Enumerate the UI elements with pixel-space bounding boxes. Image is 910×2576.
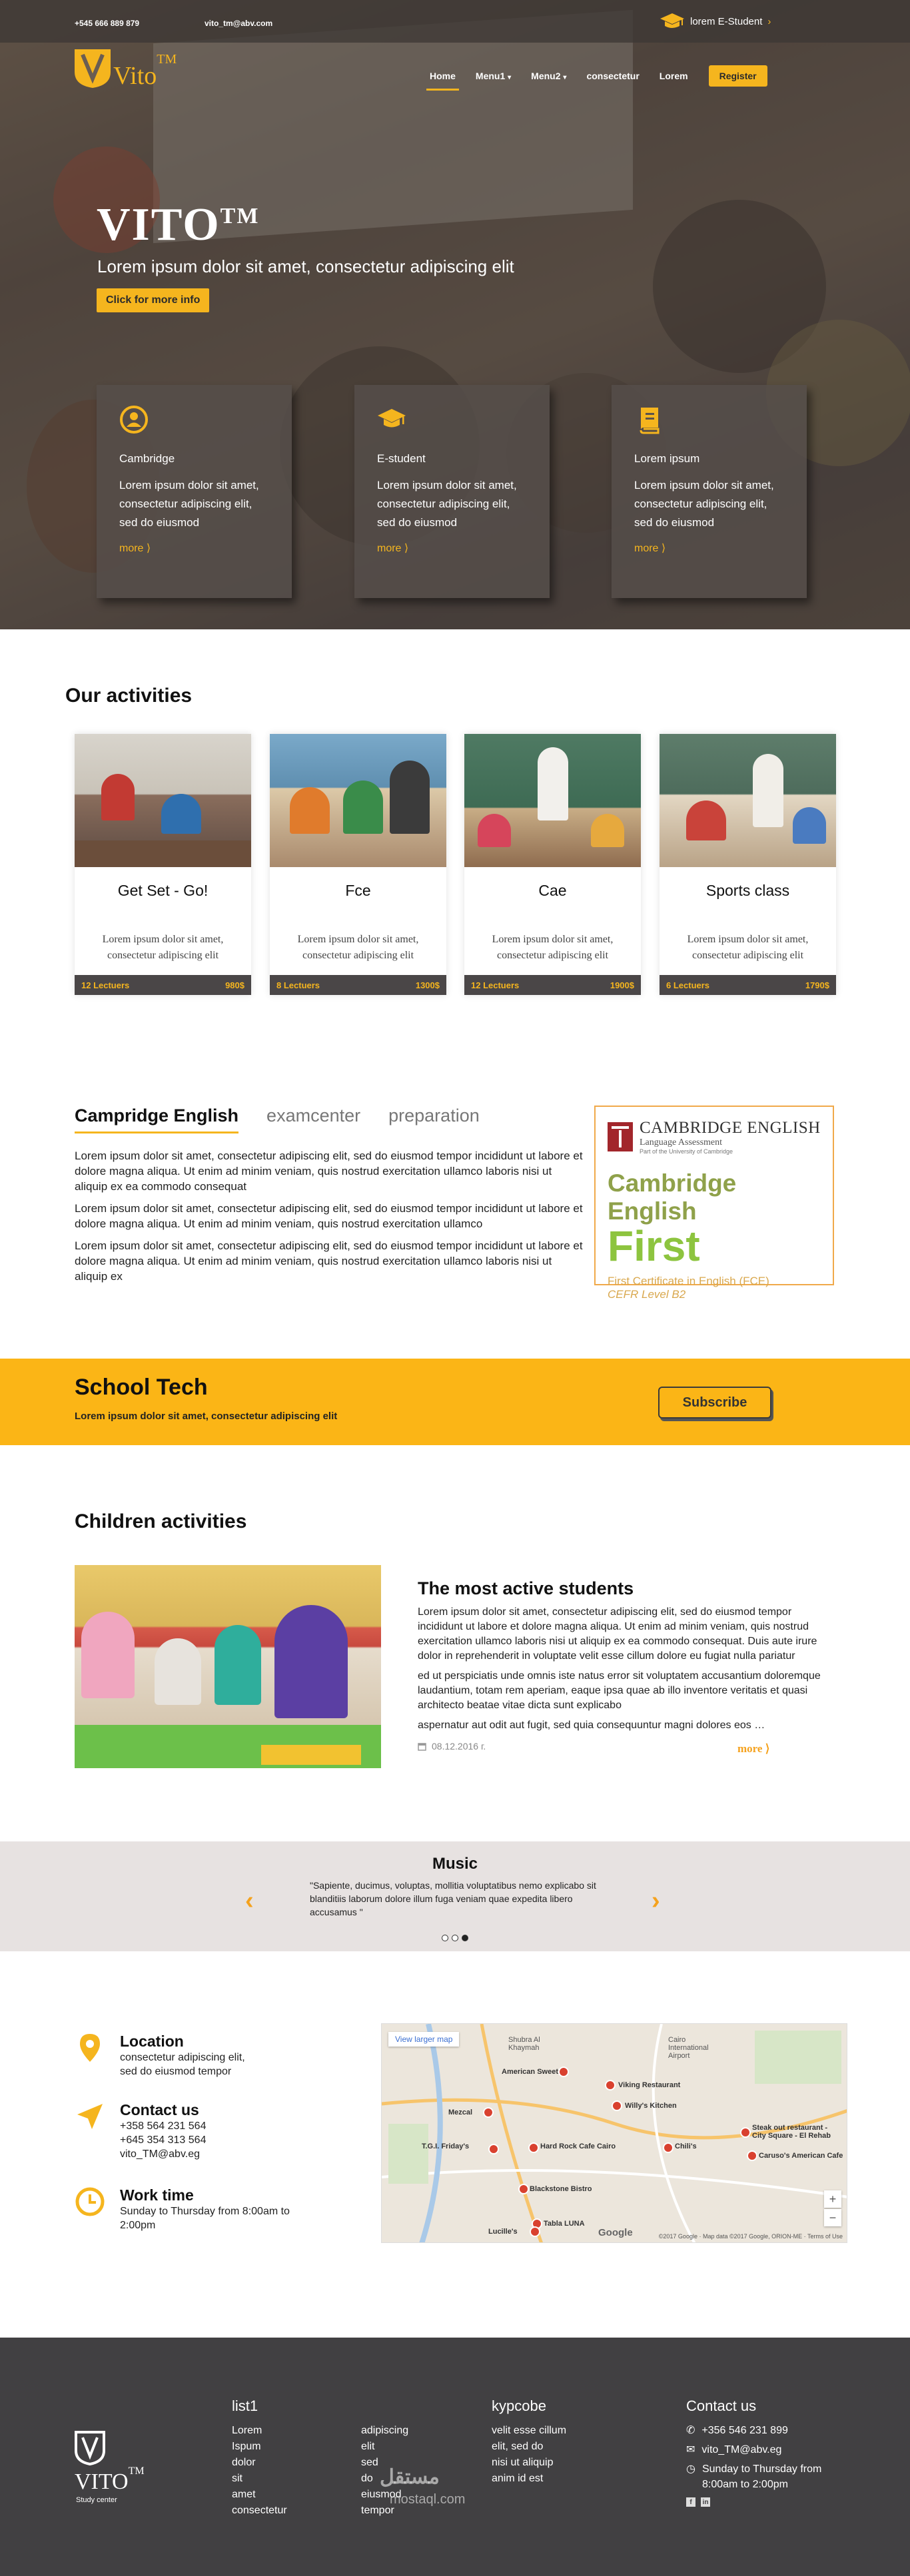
nav-menu1[interactable]: Menu1 ▾ [475, 71, 512, 81]
activity-lectures: 12 Lectuers [471, 980, 520, 990]
shield-logo-icon [73, 48, 112, 89]
worktime-block [75, 2186, 290, 2232]
logo-tm: TM [157, 52, 177, 67]
activity-footer [270, 975, 446, 995]
activity-photo [660, 734, 836, 867]
worktime-line: Sunday to Thursday from 8:00am to [120, 2206, 290, 2217]
hero-card-title: Cambridge [119, 452, 175, 465]
user-icon [119, 405, 149, 434]
hero-title: VITO™ [97, 199, 260, 250]
hero-card-more-link[interactable]: more ⟩ [377, 543, 409, 554]
subscribe-button[interactable]: Subscribe [658, 1387, 771, 1419]
tab-preparation[interactable]: preparation [388, 1106, 480, 1126]
activity-footer [75, 975, 251, 995]
footer-col-title: kypcobe [492, 2398, 546, 2414]
cambridge-crest-icon [608, 1122, 633, 1151]
footer-link[interactable]: elit, sed do [492, 2441, 544, 2452]
location-title: Location [120, 2033, 184, 2050]
hero-subtitle: Lorem ipsum dolor sit amet, consectetur adipiscing elit [97, 256, 514, 276]
activity-footer [660, 975, 836, 995]
band-subtitle: Lorem ipsum dolor sit amet, consectetur adipiscing elit [75, 1411, 338, 1422]
tab-paragraph: Lorem ipsum dolor sit amet, consectetur adipiscing elit, sed do eiusmod tempor incididunt ut labore et dolore magna aliqua. Ut enim ad minim veniam, quis nostrud exercitation ullamco [75, 1202, 583, 1230]
footer-phone: +356 546 231 899 [701, 2425, 788, 2436]
children-text [418, 1605, 827, 1738]
mail-icon: ✉ [686, 2444, 695, 2455]
footer-email[interactable]: vito_TM@abv.eg [701, 2444, 782, 2455]
hero-card-body: Lorem ipsum dolor sit amet, consectetur adipiscing elit, sed do eiusmod [377, 479, 517, 529]
worktime-line: 2:00pm [120, 2220, 156, 2231]
activity-card[interactable] [270, 734, 446, 995]
activity-photo [270, 734, 446, 867]
contact-phone: +645 354 313 564 [120, 2134, 207, 2146]
cambridge-title: CAMBRIDGE ENGLISH [640, 1119, 821, 1137]
chevron-right-icon: › [767, 15, 771, 27]
testimonial-quote: "Sapiente, ducimus, voluptas, mollitia voluptatibus nemo explicabo sit blanditiis laborum dolore illum fuga veniam quae expedita libero accusamus " [310, 1880, 596, 1917]
worktime-title: Work time [120, 2186, 194, 2204]
activity-desc: Lorem ipsum dolor sit amet, consectetur adipiscing elit [102, 934, 224, 961]
estudent-link[interactable] [660, 12, 771, 31]
footer-logo-text: VITO [75, 2469, 129, 2494]
slider-dot[interactable] [452, 1935, 458, 1941]
activity-photo [464, 734, 641, 867]
footer-link[interactable]: Lorem [232, 2425, 262, 2436]
contact-email[interactable]: vito_TM@abv.eg [120, 2148, 200, 2160]
footer-col-list1 [232, 2398, 287, 2519]
slider-dot[interactable] [442, 1935, 448, 1941]
school-tech-band [0, 1359, 910, 1445]
view-larger-map-link[interactable]: View larger map [388, 2032, 459, 2047]
hero-card-body: Lorem ipsum dolor sit amet, consectetur adipiscing elit, sed do eiusmod [119, 479, 259, 529]
more-info-button[interactable]: Click for more info [97, 288, 209, 312]
watermark-logo: مستقل [380, 2466, 440, 2488]
footer-logo[interactable]: VITO™ Study center [75, 2431, 105, 2469]
main-nav [420, 65, 767, 87]
slider-next-icon[interactable]: › [652, 1887, 660, 1915]
activity-lectures: 8 Lectuers [276, 980, 320, 990]
children-date [418, 1741, 486, 1752]
linkedin-icon[interactable]: in [701, 2497, 710, 2507]
activity-lectures: 6 Lectuers [666, 980, 710, 990]
tab-content [75, 1148, 586, 1291]
activity-price: 980$ [225, 980, 244, 990]
activity-name: Cae [538, 882, 567, 899]
footer-link[interactable]: elit [361, 2441, 375, 2452]
location-pin-icon [75, 2033, 105, 2063]
cambridge-badge [594, 1106, 834, 1301]
children-date-text: 08.12.2016 г. [432, 1741, 486, 1752]
footer-link[interactable]: anim id est [492, 2473, 544, 2484]
footer-tagline: Study center [76, 2496, 117, 2504]
activity-price: 1900$ [610, 980, 634, 990]
clock-icon [75, 2186, 105, 2217]
info-tabs [75, 1106, 480, 1133]
activity-name: Sports class [705, 882, 790, 899]
facebook-icon[interactable]: f [686, 2497, 695, 2507]
footer-col-title: list1 [232, 2398, 258, 2414]
testimonial-title: Music [432, 1855, 478, 1873]
children-paragraph: aspernatur aut odit aut fugit, sed quia consequuntur magni dolores eos … [418, 1720, 765, 1731]
activity-footer [464, 975, 641, 995]
hero-card-estudent [354, 385, 550, 598]
contact-block [75, 2101, 206, 2161]
children-paragraph: ed ut perspiciatis unde omnis iste natus error sit voluptatem accusantium doloremque laudantium, totam rem aperiam, eaque ipsa quae ab illo inventore veritatis et quasi architecto beatae vitae dicta sunt explicabo [418, 1670, 821, 1711]
footer-link[interactable]: Ispum [232, 2441, 261, 2452]
footer-link[interactable]: do [361, 2473, 373, 2484]
tab-campridge-english[interactable]: Campridge English [75, 1106, 238, 1133]
graduation-cap-icon [660, 12, 685, 31]
topbar-email[interactable]: vito_tm@abv.com [205, 19, 273, 28]
children-heading: The most active students [418, 1578, 634, 1598]
tab-examcenter[interactable]: examcenter [266, 1106, 361, 1126]
hero-card-more-link[interactable]: more ⟩ [634, 543, 666, 554]
cambridge-english: Cambridge English [608, 1169, 737, 1225]
activity-price: 1300$ [415, 980, 440, 990]
send-arrow-icon [75, 2101, 105, 2132]
tab-paragraph: Lorem ipsum dolor sit amet, consectetur adipiscing elit, sed do eiusmod tempor incididunt ut labore et dolore magna aliqua. Ut enim ad minim veniam, quis nostrud exercitation ullamco laboris nisi ut aliquip ex [75, 1239, 583, 1283]
children-photo [75, 1565, 381, 1768]
nav-menu2[interactable]: Menu2 ▾ [531, 71, 567, 81]
cambridge-part: Part of the University of Cambridge [640, 1148, 733, 1155]
footer-link[interactable]: sit [232, 2473, 242, 2484]
location-line: consectetur adipiscing elit, [120, 2052, 245, 2063]
footer [0, 2338, 910, 2576]
nav-lorem[interactable]: Lorem [659, 71, 688, 81]
footer-contact [686, 2398, 833, 2507]
estudent-label: lorem E-Student [690, 15, 763, 27]
footer-link[interactable]: eiusmod [361, 2489, 402, 2500]
activity-name: Get Set - Go! [117, 882, 209, 899]
band-title: School Tech [75, 1375, 208, 1400]
logo-text: Vito [113, 62, 157, 90]
footer-link[interactable]: amet [232, 2489, 256, 2500]
activity-desc: Lorem ipsum dolor sit amet, consectetur adipiscing elit [687, 934, 809, 961]
footer-link[interactable]: adipiscing [361, 2425, 409, 2436]
activity-desc: Lorem ipsum dolor sit amet, consectetur adipiscing elit [297, 934, 419, 961]
zoom-in-button[interactable]: + [824, 2190, 841, 2208]
activity-card[interactable] [660, 734, 836, 995]
contact-title: Contact us [120, 2101, 199, 2118]
top-bar [0, 0, 910, 43]
nav-consectetur[interactable]: consectetur [586, 71, 640, 81]
hero-card-cambridge [97, 385, 292, 598]
slider-prev-icon[interactable]: ‹ [245, 1887, 254, 1915]
hero-card-lorem [612, 385, 807, 598]
book-icon [634, 405, 664, 434]
location-block [75, 2033, 245, 2079]
tab-paragraph: Lorem ipsum dolor sit amet, consectetur adipiscing elit, sed do eiusmod tempor incididunt ut labore et dolore magna aliqua. Ut enim ad minim veniam, quis nostrud exercitation ullamco laboris nisi ut aliquip ex ea commodo consequat [75, 1149, 583, 1193]
children-title: Children activities [75, 1510, 247, 1532]
cambridge-level: CEFR Level B2 [608, 1288, 686, 1301]
hero-card-title: E-student [377, 452, 426, 465]
footer-contact-title: Contact us [686, 2398, 757, 2414]
site-logo[interactable] [73, 48, 177, 91]
footer-link[interactable]: nisi ut aliquip [492, 2457, 554, 2468]
activity-name: Fce [345, 882, 371, 899]
hero-card-title: Lorem ipsum [634, 452, 700, 465]
activities-title: Our activities [65, 685, 193, 707]
footer-hours: Sunday to Thursday from 8:00am to 2:00pm [701, 2463, 822, 2490]
footer-col-kypcobe [492, 2398, 566, 2487]
activity-lectures: 12 Lectuers [81, 980, 130, 990]
phone-icon: ✆ [686, 2425, 695, 2436]
location-line: sed do eiusmod tempor [120, 2066, 232, 2077]
caret-down-icon: ▾ [508, 74, 512, 81]
hero-card-more-link[interactable]: more ⟩ [119, 543, 151, 554]
watermark-url: mostaql.com [390, 2492, 466, 2507]
footer-link[interactable]: dolor [232, 2457, 256, 2468]
footer-link[interactable]: tempor [361, 2505, 394, 2516]
activity-card[interactable] [464, 734, 641, 995]
google-logo: Google [598, 2227, 633, 2238]
calendar-icon [418, 1742, 426, 1751]
slider-dots [0, 1935, 910, 1941]
map-attribution[interactable]: ©2017 Google · Map data ©2017 Google, ORION-ME · Terms of Use [658, 2233, 843, 2240]
google-map[interactable]: View larger map American Sweet Viking Restaurant Willy's Kitchen Mezcal T.G.I. Friday's Hard Rock Cafe Cairo Chili's Steak out restaurant - City Square - El Rehab Caruso's American Cafe Blackstone Bistro Tabla LUNA Lucille's Cairo International Airport Shubra Al Khaymah + − Google ©2017 Google · Map data ©2017 Google, ORION-ME · Terms of Use [381, 2023, 847, 2243]
activity-price: 1790$ [805, 980, 829, 990]
cambridge-fce: First Certificate in English (FCE) [608, 1275, 769, 1287]
graduation-cap-icon [377, 405, 406, 434]
nav-home[interactable]: Home [420, 65, 466, 87]
activity-photo [75, 734, 251, 867]
zoom-out-button[interactable]: − [824, 2209, 841, 2226]
children-more-link[interactable]: more ⟩ [737, 1742, 770, 1755]
slider-dot-active[interactable] [462, 1935, 468, 1941]
children-paragraph: Lorem ipsum dolor sit amet, consectetur adipiscing elit, sed do eiusmod tempor incididunt ut labore et dolore magna aliqua. Ut enim ad minim veniam, quis nostrud exercitation ullamco laboris nisi ut aliquip ex ea commodo consequat. Duis aute irure dolor in reprehenderit in voluptate velit esse cillum dolore eu fugiat nulla pariatur [418, 1606, 817, 1662]
footer-link[interactable]: sed [361, 2457, 378, 2468]
cambridge-first: First [608, 1222, 700, 1270]
hero-card-body: Lorem ipsum dolor sit amet, consectetur adipiscing elit, sed do eiusmod [634, 479, 774, 529]
footer-link[interactable]: consectetur [232, 2505, 287, 2516]
activity-card[interactable] [75, 734, 251, 995]
contact-phone: +358 564 231 564 [120, 2120, 207, 2132]
social-links [686, 2497, 833, 2507]
footer-link[interactable]: velit esse cillum [492, 2425, 567, 2436]
activity-desc: Lorem ipsum dolor sit amet, consectetur adipiscing elit [492, 934, 614, 961]
cambridge-subtitle: Language Assessment [640, 1137, 723, 1147]
topbar-phone: +545 666 889 879 [75, 19, 140, 28]
caret-down-icon: ▾ [563, 74, 567, 81]
shield-logo-icon [75, 2431, 105, 2465]
register-button[interactable]: Register [709, 65, 767, 87]
clock-icon: ◷ [686, 2463, 695, 2475]
